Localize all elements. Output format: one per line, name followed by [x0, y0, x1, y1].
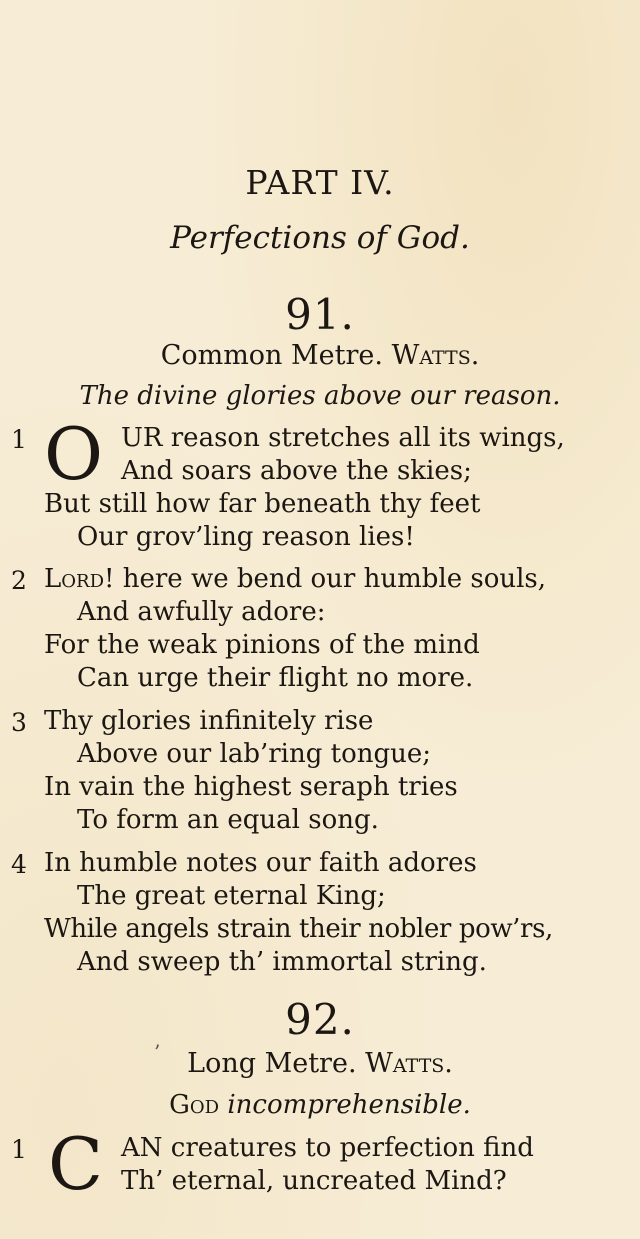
hymn-number: 91. — [285, 290, 355, 339]
print-mark: ’ — [154, 1040, 161, 1064]
verse-line: Can urge their flight no more. — [77, 663, 474, 693]
verse-line: For the weak pinions of the mind — [44, 630, 480, 660]
verse-line: Our grov’ling reason lies! — [77, 522, 415, 552]
verse-line: Th’ eternal, uncreated Mind? — [121, 1166, 507, 1196]
part-heading: PART IV. — [245, 163, 395, 202]
verse-line: Thy glories infinitely rise — [44, 706, 374, 736]
verse-number: 2 — [11, 566, 27, 595]
theme-rest: incomprehensible. — [227, 1090, 471, 1120]
hymn-theme — [0, 1090, 640, 1120]
verse-line: UR reason stretches all its wings, — [121, 423, 565, 453]
metre-label: Long Metre. — [187, 1048, 357, 1079]
metre-line — [0, 340, 640, 371]
verse-line: And soars above the skies; — [121, 456, 472, 486]
author: Watts. — [391, 340, 480, 371]
verse-line: Lord! here we bend our humble souls, — [44, 564, 547, 594]
hymn-number: 92. — [285, 995, 355, 1044]
lord-word: Lord — [44, 564, 105, 594]
verse-line: AN creatures to perfection find — [121, 1133, 534, 1163]
theme-prefix: God — [169, 1090, 220, 1120]
verse-line: While angels strain their nobler pow’rs, — [44, 914, 553, 944]
verse-line: But still how far beneath thy feet — [44, 489, 481, 519]
verse-line: In vain the highest seraph tries — [44, 772, 458, 802]
verse-line: To form an equal song. — [77, 805, 379, 835]
verse-number: 4 — [11, 850, 27, 879]
verse-line: And awfully adore: — [77, 597, 326, 627]
verse-line: In humble notes our faith adores — [44, 848, 477, 878]
metre-label: Common Metre. — [160, 340, 383, 371]
verse-number: 1 — [11, 425, 27, 454]
section-title: Perfections of God. — [170, 220, 470, 256]
drop-capital: O — [44, 412, 104, 496]
hymn-theme: The divine glories above our reason. — [79, 381, 561, 411]
metre-line — [0, 1048, 640, 1079]
verse-number: 3 — [11, 708, 27, 737]
author: Watts. — [365, 1048, 453, 1079]
verse-number: 1 — [11, 1135, 27, 1164]
verse-line: The great eternal King; — [77, 881, 386, 911]
verse-line: And sweep th’ immortal string. — [77, 947, 487, 977]
verse-line: Above our lab’ring tongue; — [77, 739, 432, 769]
drop-capital: C — [48, 1122, 104, 1206]
